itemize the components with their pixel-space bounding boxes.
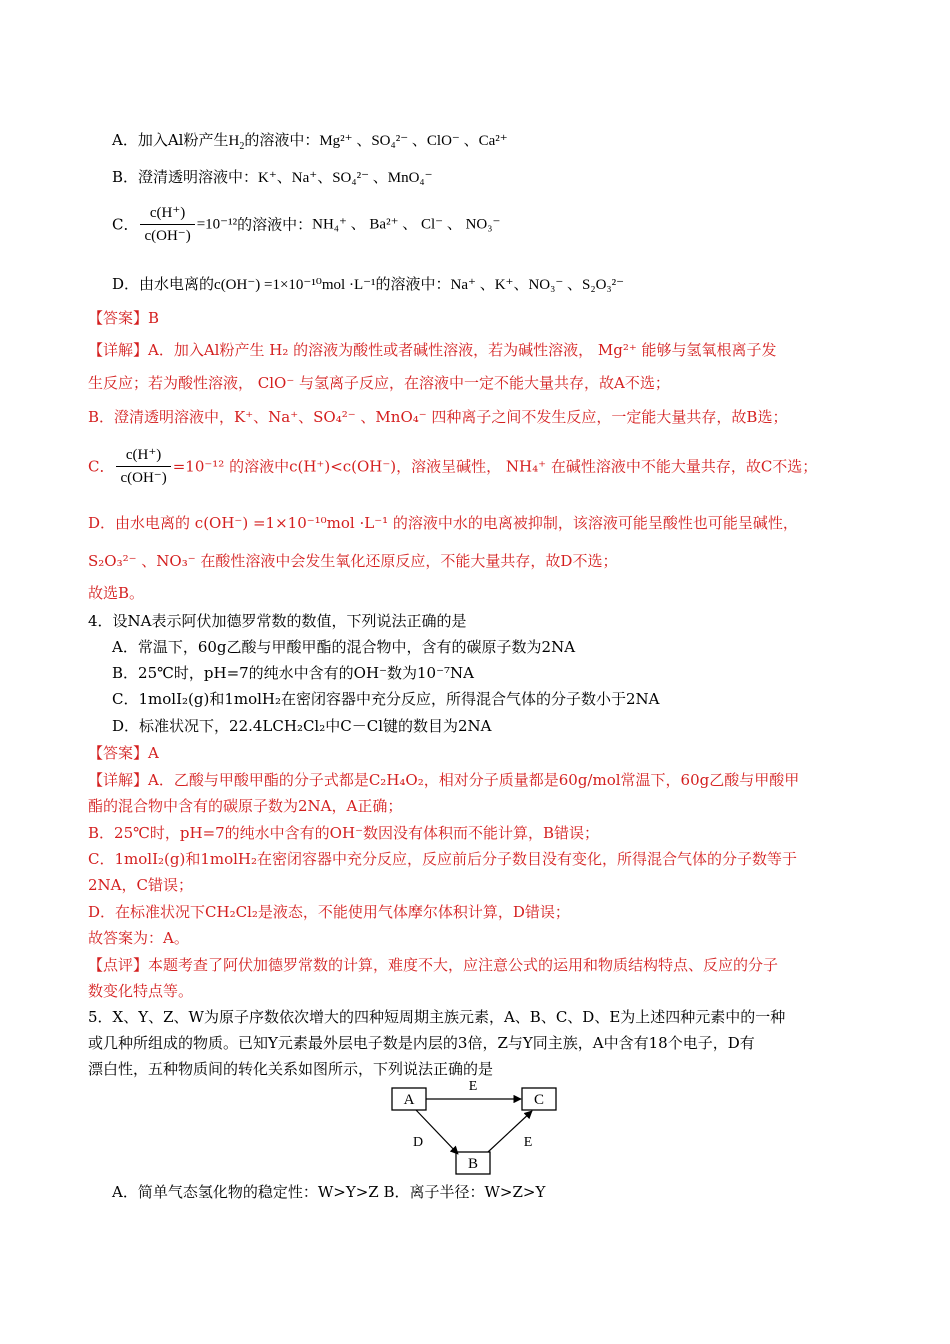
q3-explanation-line: B．澄清透明溶液中，K⁺、Na⁺、SO₄²⁻ 、MnO₄⁻ 四种离子之间不发生反应，一定能大量共存，故B选； (88, 408, 788, 426)
q3-option-d-ions: Na⁺ 、K⁺、NO₃⁻ 、S₂O₃²⁻ (450, 277, 625, 293)
q4-review-line: 数变化特点等。 (88, 982, 194, 1000)
ratio-fraction: $\frac{c(H^+)}{c(OH^-)}$ (140, 202, 194, 247)
svg-text:B: B (467, 1156, 479, 1172)
q4-option-b: B．25℃时，pH=7的纯水中含有的OH⁻数为10⁻⁷NA (112, 664, 474, 682)
q4-explanation-line: C．1molI₂(g)和1molH₂在密闭容器中充分反应，反应前后分子数目没有变化，所得混合气体的分子数等于 (88, 850, 798, 868)
q3-explanation-line: D．由水电离的 c(OH⁻) =1×10⁻¹⁰mol ·L⁻¹ 的溶液中水的电离被抑制，该溶液可能呈酸性也可能呈碱性， (88, 514, 798, 532)
q3-option-a-ions: Mg²⁺ 、SO₄²⁻ 、ClO⁻ 、Ca²⁺ (319, 133, 508, 149)
edge-label-ac: E (468, 1079, 478, 1094)
q4-explanation-line: B．25℃时，pH=7的纯水中含有的OH⁻数因没有体积而不能计算，B错误； (88, 824, 600, 842)
q3-option-a: A．加入Al粉产生$H_2$的溶液中：Mg²⁺ 、SO₄²⁻ 、ClO⁻ 、Ca²⁺ (112, 131, 508, 152)
edge-label-ab: D (412, 1135, 424, 1150)
oh-concentration: c(OH⁻) =1×10⁻¹⁰mol ·L⁻¹ (214, 277, 376, 293)
q4-explanation-line: 故答案为：A。 (88, 929, 189, 947)
q4-option-d: D．标准状况下，22.4LCH₂Cl₂中C－Cl键的数目为2NA (112, 717, 492, 735)
node-b (456, 1152, 490, 1174)
q3-explanation-line: 生反应；若为酸性溶液， ClO⁻ 与氢离子反应，在溶液中一定不能大量共存，故A不选； (88, 374, 670, 392)
q3-explanation-line: S₂O₃²⁻ 、NO₃⁻ 在酸性溶液中会发生氧化还原反应，不能大量共存，故D不选； (88, 552, 618, 570)
q4-explanation-line: 【详解】A．乙酸与甲酸甲酯的分子式都是C₂H₄O₂，相对分子质量都是60g/mol常温下，60g乙酸与甲酸甲 (88, 771, 800, 789)
q5-stem-line: 漂白性，五种物质间的转化关系如图所示，下列说法正确的是 (88, 1060, 494, 1078)
q3-answer: 【答案】B (88, 309, 160, 327)
q4-review-line: 【点评】本题考查了阿伏加德罗常数的计算，难度不大，应注意公式的运用和物质结构特点、反应的分子 (88, 956, 779, 974)
svg-text:A: A (403, 1092, 415, 1108)
q4-option-c: C．1molI₂(g)和1molH₂在密闭容器中充分反应，所得混合气体的分子数小于2NA (112, 690, 660, 708)
ratio-fraction: $\frac{c(H^+)}{c(OH^-)}$ (116, 444, 170, 489)
q3-option-d: D．由水电离的c(OH⁻) =1×10⁻¹⁰mol ·L⁻¹的溶液中：Na⁺ 、K⁺、NO₃⁻ 、S₂O₃²⁻ (112, 275, 625, 293)
node-c (522, 1088, 556, 1110)
q4-stem: 4．设NA表示阿伏加德罗常数的数值，下列说法正确的是 (88, 612, 467, 630)
q5-stem-line: 或几种所组成的物质。已知Y元素最外层电子数是内层的3倍，Z与Y同主族，A中含有18个电子，D有 (88, 1034, 755, 1052)
q3-option-c: C． $\frac{c(H^+)}{c(OH^-)}$ =10⁻¹²的溶液中：NH₄⁺ 、 Ba²⁺ 、 Cl⁻ 、 NO₃⁻ (112, 202, 500, 247)
h2-formula: $H_2$ (228, 133, 245, 152)
q3-explanation-line: 故选B。 (88, 584, 145, 602)
q4-explanation-line: 酯的混合物中含有的碳原子数为2NA，A正确； (88, 797, 403, 815)
q3-explanation-line-c: C． $\frac{c(H^+)}{c(OH^-)}$ =10⁻¹² 的溶液中c(H⁺)<c(OH⁻)，溶液呈碱性， NH₄⁺ 在碱性溶液中不能大量共存，故C不选； (88, 444, 817, 489)
conversion-diagram (380, 1076, 570, 1178)
q4-explanation-line: D．在标准状况下CH₂Cl₂是液态，不能使用气体摩尔体积计算，D错误； (88, 903, 570, 921)
q3-explanation-line: 【详解】A．加入Al粉产生 H₂ 的溶液为酸性或者碱性溶液，若为碱性溶液， Mg²⁺ 能够与氢氧根离子发 (88, 341, 777, 359)
q3-option-b-ions: K⁺、Na⁺、SO₄²⁻ 、MnO₄⁻ (258, 170, 433, 186)
node-a (392, 1088, 426, 1110)
q4-option-a: A．常温下，60g乙酸与甲酸甲酯的混合物中，含有的碳原子数为2NA (112, 638, 576, 656)
q4-explanation-line: 2NA，C错误； (88, 876, 193, 894)
q5-options-ab: A．简单气态氢化物的稳定性：W>Y>Z B．离子半径：W>Z>Y (112, 1183, 546, 1201)
q4-answer: 【答案】A (88, 744, 159, 762)
q5-stem-line: 5．X、Y、Z、W为原子序数依次增大的四种短周期主族元素，A、B、C、D、E为上述四种元素中的一种 (88, 1008, 786, 1026)
edge-label-bc: E (523, 1135, 533, 1150)
q3-option-c-ions: NH₄⁺ 、 Ba²⁺ 、 Cl⁻ 、 NO₃⁻ (312, 216, 501, 233)
q3-option-b: B．澄清透明溶液中：K⁺、Na⁺、SO₄²⁻ 、MnO₄⁻ (112, 168, 433, 186)
svg-text:C: C (533, 1092, 545, 1108)
